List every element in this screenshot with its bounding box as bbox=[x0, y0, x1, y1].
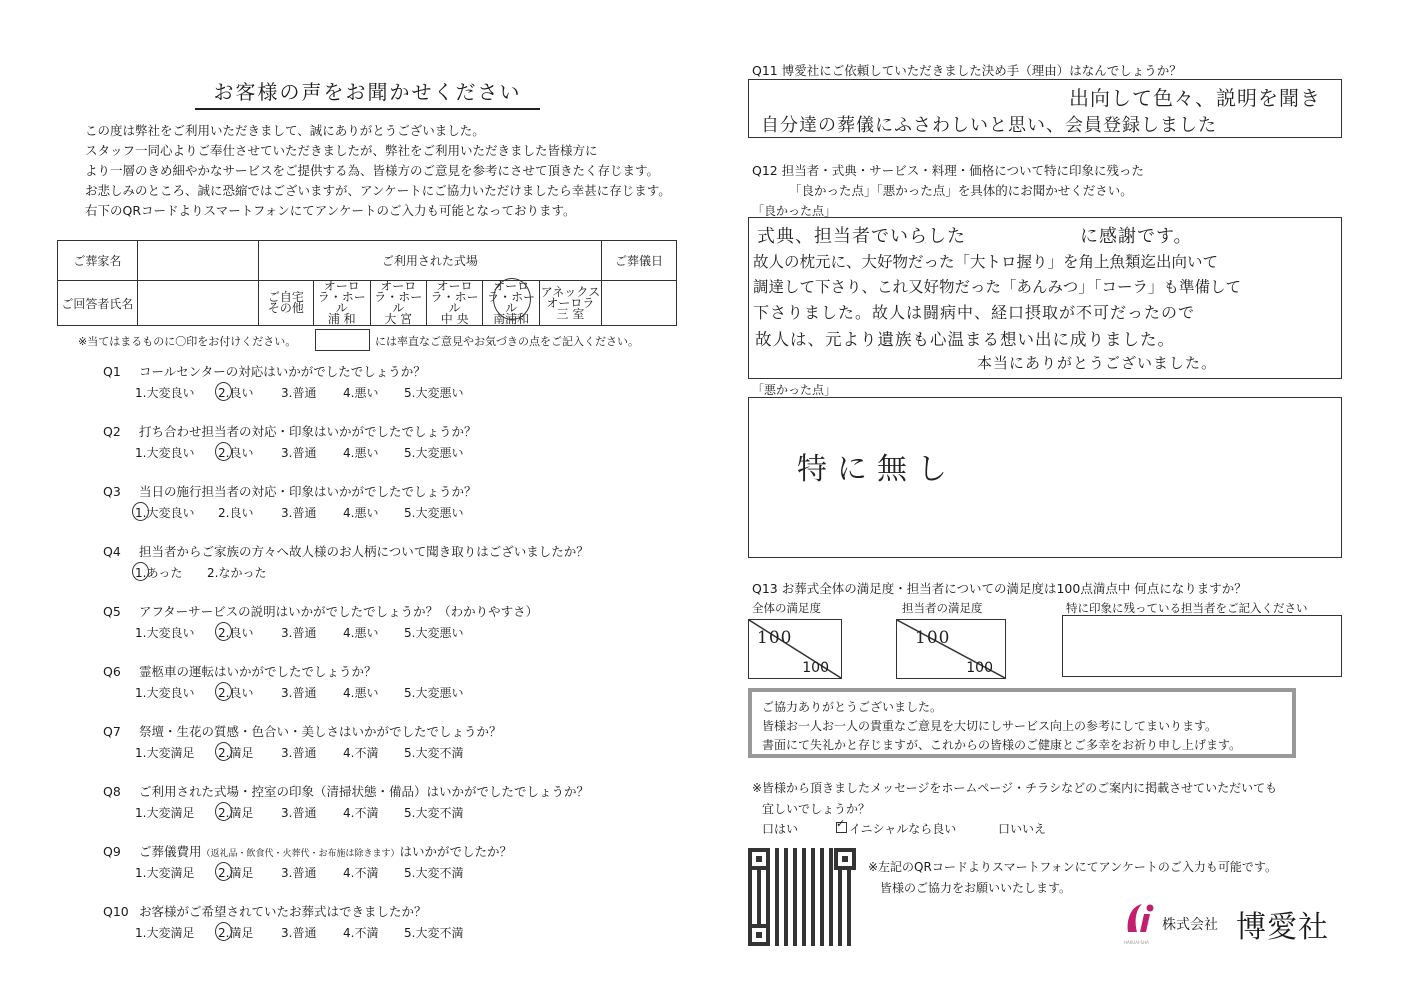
question-q7 bbox=[103, 722, 502, 764]
venue-top: オーロラ・ホール bbox=[430, 279, 479, 315]
question-label: 打ち合わせ担当者の対応・印象はいかがでしたでしょうか？ bbox=[139, 424, 477, 439]
question-q1 bbox=[103, 362, 464, 404]
answer-option[interactable]: 5.大変悪い bbox=[404, 386, 464, 400]
question-text bbox=[103, 602, 538, 620]
page-title: お客様の声をお聞かせください bbox=[195, 76, 540, 110]
good-point-line: 故人の枕元に、大好物だった「大トロ握り」を角上魚類迄出向いて bbox=[753, 253, 1219, 271]
answer-option[interactable]: 4.悪い bbox=[343, 626, 379, 640]
family-name-field[interactable] bbox=[137, 241, 258, 281]
company-logo-icon bbox=[1124, 900, 1158, 940]
question-text bbox=[103, 662, 377, 680]
intro-line: スタッフ一同心よりご奉仕させていただきましたが、弊社をご利用いただきました皆様方に bbox=[85, 143, 598, 158]
thanks-line: 皆様お一人お一人の貴重なご意見を大切にしサービス向上の参考にしてまいります。 bbox=[762, 719, 1218, 733]
good-point-line: 式典、担当者でいらした に感謝です。 bbox=[757, 226, 1193, 247]
date-label: ご葬儀日 bbox=[602, 241, 677, 281]
family-name-label: ご葬家名 bbox=[58, 241, 138, 281]
overall-score-max: 100 bbox=[802, 660, 829, 676]
company-prefix: 株式会社 bbox=[1162, 917, 1218, 933]
question-number: Q7 bbox=[103, 724, 121, 739]
staff-score-box[interactable] bbox=[896, 619, 1006, 679]
venue-top: アネックスオーロラ bbox=[540, 284, 601, 310]
good-point-line: 本当にありがとうございました。 bbox=[977, 354, 1218, 372]
answer-option[interactable]: 5.大変不満 bbox=[404, 806, 464, 820]
answer-option[interactable]: 5.大変悪い bbox=[404, 446, 464, 460]
permission-initials-label: イニシャルなら良い bbox=[849, 822, 957, 836]
answer-option[interactable]: 2.良い bbox=[218, 446, 254, 460]
overall-score-box[interactable] bbox=[748, 619, 842, 679]
qr-code-icon[interactable] bbox=[748, 848, 856, 946]
checkbox-checked-icon: ✓ bbox=[836, 822, 847, 833]
comment-instructions: には率直なご意見やお気づきの点をご記入ください。 bbox=[375, 335, 639, 348]
qr-finder-pattern bbox=[834, 848, 856, 870]
venue-option-mimuro[interactable] bbox=[539, 281, 601, 326]
answer-option[interactable]: 2.満足 bbox=[218, 926, 254, 940]
qr-note: ※左記のQRコードよりスマートフォンにてアンケートのご入力も可能です。 bbox=[868, 860, 1277, 874]
venue-bottom: 南浦和 bbox=[493, 312, 530, 326]
venue-top: オーロラ・ホール bbox=[317, 279, 366, 315]
answer-option[interactable]: 3.普通 bbox=[281, 506, 317, 520]
sample-box bbox=[315, 329, 370, 351]
question-number: Q8 bbox=[103, 784, 121, 799]
answer-option[interactable]: 4.悪い bbox=[343, 686, 379, 700]
memorable-staff-label: 特に印象に残っている担当者をご記入ください bbox=[1066, 601, 1308, 615]
answer-option[interactable]: 2.なかった bbox=[207, 566, 267, 580]
question-q4 bbox=[103, 542, 589, 584]
thanks-line: ご協力ありがとうございました。 bbox=[762, 700, 943, 714]
question-q8 bbox=[103, 782, 589, 824]
answer-option[interactable]: 4.悪い bbox=[343, 446, 379, 460]
question-text bbox=[103, 542, 589, 560]
venue-bottom: 三 室 bbox=[556, 306, 585, 321]
answer-options bbox=[103, 804, 589, 824]
question-note: （返礼品・飲食代・火葬代・お布施は除きます） bbox=[201, 849, 400, 859]
date-field[interactable] bbox=[602, 281, 677, 326]
answer-option[interactable]: 3.普通 bbox=[281, 386, 317, 400]
intro-line: お悲しみのところ、誠に恐縮ではございますが、アンケートにご協力いただけましたら幸甚に存じます。 bbox=[85, 183, 671, 198]
answer-options bbox=[103, 564, 589, 584]
answer-option[interactable]: 5.大変不満 bbox=[404, 746, 464, 760]
venue-option-home[interactable] bbox=[258, 281, 313, 326]
answer-option[interactable]: 2.良い bbox=[218, 506, 254, 520]
question-label: 当日の施行担当者の対応・印象はいかがでしたでしょうか？ bbox=[139, 484, 477, 499]
venue-top: オーロラ・ホール bbox=[374, 279, 423, 315]
venue-top: ご自宅 bbox=[267, 290, 304, 304]
answer-option[interactable]: 5.大変悪い bbox=[404, 506, 464, 520]
venue-bottom: その他 bbox=[267, 301, 304, 315]
answer-option[interactable]: 1.あった bbox=[135, 566, 183, 580]
bad-points-label: 「悪かった点」 bbox=[752, 383, 837, 397]
question-q5 bbox=[103, 602, 538, 644]
memorable-staff-box[interactable] bbox=[1062, 615, 1342, 677]
respondent-field[interactable] bbox=[137, 281, 258, 326]
thanks-box bbox=[748, 688, 1296, 758]
venue-bottom: 浦 和 bbox=[327, 312, 356, 326]
answer-option[interactable]: 3.普通 bbox=[281, 746, 317, 760]
answer-option[interactable]: 1.大変満足 bbox=[135, 926, 195, 940]
answer-options bbox=[103, 864, 512, 884]
answer-option[interactable]: 2.満足 bbox=[218, 746, 254, 760]
answer-option[interactable]: 4.悪い bbox=[343, 386, 379, 400]
answer-options bbox=[103, 744, 502, 764]
question-label: 霊柩車の運転はいかがでしたでしょうか？ bbox=[139, 664, 377, 679]
answer-option[interactable]: 2.良い bbox=[218, 626, 254, 640]
answer-options bbox=[103, 684, 464, 704]
venue-top: オーロラ・ホール bbox=[487, 279, 536, 315]
answer-option[interactable]: 4.不満 bbox=[343, 746, 379, 760]
good-points-label: 「良かった点」 bbox=[752, 204, 837, 218]
venue-option-minami-urawa[interactable] bbox=[483, 281, 539, 326]
question-label: ご葬儀費用 bbox=[139, 844, 202, 859]
answer-options bbox=[103, 924, 464, 944]
answer-options bbox=[103, 624, 538, 644]
answer-option[interactable]: 3.普通 bbox=[281, 806, 317, 820]
q11-answer-line: 出向して色々、説明を聞き bbox=[1069, 86, 1321, 110]
staff-score-max: 100 bbox=[966, 660, 993, 676]
venue-bottom: 大 宮 bbox=[384, 312, 413, 326]
venue-option-omiya[interactable] bbox=[370, 281, 426, 326]
question-text bbox=[103, 482, 477, 500]
answer-option[interactable]: 1.大変満足 bbox=[135, 866, 195, 880]
answer-option[interactable]: 3.普通 bbox=[281, 686, 317, 700]
answer-options bbox=[103, 444, 477, 464]
answer-option[interactable]: 3.普通 bbox=[281, 926, 317, 940]
qr-finder-pattern bbox=[748, 848, 770, 870]
good-points-box[interactable] bbox=[748, 217, 1342, 379]
answer-option[interactable]: 4.不満 bbox=[343, 926, 379, 940]
thanks-line: 書面にて失礼かと存じますが、これからの皆様のご健康とご多幸をお祈り申し上げます。 bbox=[762, 738, 1242, 752]
permission-yes[interactable]: 口はい bbox=[762, 822, 799, 836]
question-text bbox=[103, 902, 427, 920]
answer-option[interactable]: 1.大変良い bbox=[135, 626, 195, 640]
answer-option[interactable]: 5.大変不満 bbox=[404, 926, 464, 940]
question-number: Q1 bbox=[103, 364, 121, 379]
question-number: Q3 bbox=[103, 484, 121, 499]
question-label-end: はいかがでしたか？ bbox=[399, 844, 513, 859]
q12-label-sub: 「良かった点」「悪かった点」を具体的にお聞かせください。 bbox=[789, 183, 1133, 198]
info-table bbox=[57, 240, 677, 326]
question-number: Q4 bbox=[103, 544, 121, 559]
answer-option[interactable]: 1.大変良い bbox=[135, 506, 195, 520]
question-text bbox=[103, 722, 502, 740]
answer-option[interactable]: 2.良い bbox=[218, 686, 254, 700]
staff-score-value: 100 bbox=[915, 628, 951, 648]
question-q9 bbox=[103, 842, 512, 884]
q11-label: Q11 博愛社にご依頼していただきました決め手（理由）はなんでしょうか？ bbox=[752, 63, 1182, 78]
good-point-line: 調達して下さり、これ又好物だった「あんみつ」「コーラ」も準備して bbox=[753, 278, 1241, 296]
bad-points-box[interactable] bbox=[748, 397, 1342, 558]
q11-answer-line: 自分達の葬儀にふさわしいと思い、会員登録しました bbox=[761, 115, 1217, 136]
company-name: 博愛社 bbox=[1236, 910, 1329, 945]
intro-text bbox=[85, 121, 671, 221]
question-number: Q10 bbox=[103, 904, 129, 919]
venue-option-chuo[interactable] bbox=[426, 281, 482, 326]
answer-option[interactable]: 2.良い bbox=[218, 386, 254, 400]
question-q6 bbox=[103, 662, 464, 704]
answer-option[interactable]: 3.普通 bbox=[281, 866, 317, 880]
good-point-line: 下さりました。故人は闘病中、経口摂取が不可だったので bbox=[753, 303, 1196, 322]
question-label: お客様がご希望されていたお葬式はできましたか？ bbox=[139, 904, 427, 919]
staff-score-label: 担当者の満足度 bbox=[902, 601, 983, 615]
answer-option[interactable]: 5.大変悪い bbox=[404, 686, 464, 700]
answer-options bbox=[103, 504, 477, 524]
answer-option[interactable]: 1.大変良い bbox=[135, 686, 195, 700]
overall-score-label: 全体の満足度 bbox=[752, 601, 821, 615]
venue-bottom: 中 央 bbox=[440, 312, 469, 326]
permission-question: ※皆様から頂きましたメッセージをホームページ・チラシなどのご案内に掲載させていただいても bbox=[752, 781, 1278, 795]
intro-line: 右下のQRコードよりスマートフォンにてアンケートのご入力も可能となっております。 bbox=[85, 203, 576, 218]
good-point-line: 故人は、元より遺族も心温まる想い出に成りました。 bbox=[755, 330, 1175, 349]
bad-points-answer: 特に無し bbox=[797, 452, 957, 487]
question-number: Q5 bbox=[103, 604, 121, 619]
q12-label: Q12 担当者・式典・サービス・料理・価格について特に印象に残った bbox=[752, 163, 1144, 178]
question-number: Q2 bbox=[103, 424, 121, 439]
mark-instructions: ※当てはまるものに〇印をお付けください。 bbox=[78, 335, 297, 348]
question-text bbox=[103, 422, 477, 440]
answer-option[interactable]: 1.大変良い bbox=[135, 446, 195, 460]
qr-finder-pattern bbox=[748, 924, 770, 946]
question-q3 bbox=[103, 482, 477, 524]
question-label: ご利用された式場・控室の印象（清掃状態・備品）はいかがでしたでしょうか？ bbox=[139, 784, 590, 799]
answer-option[interactable]: 5.大変不満 bbox=[404, 866, 464, 880]
answer-option[interactable]: 2.満足 bbox=[218, 806, 254, 820]
q13-label: Q13 お葬式全体の満足度・担当者についての満足度は100点満点中 何点になりますか？ bbox=[752, 581, 1247, 596]
question-label: 祭壇・生花の質感・色合い・美しさはいかがでしたでしょうか？ bbox=[139, 724, 502, 739]
venue-option-urawa[interactable] bbox=[314, 281, 370, 326]
question-label: 担当者からご家族の方々へ故人様のお人柄について聞き取りはございましたか？ bbox=[139, 544, 589, 559]
answer-option[interactable]: 2.満足 bbox=[218, 866, 254, 880]
answer-option[interactable]: 1.大変良い bbox=[135, 386, 195, 400]
venue-label: ご利用された式場 bbox=[258, 241, 601, 281]
qr-note-sub: 皆様のご協力をお願いいたします。 bbox=[880, 881, 1072, 895]
question-q2 bbox=[103, 422, 477, 464]
answer-options bbox=[103, 384, 464, 404]
permission-initials[interactable] bbox=[836, 817, 957, 837]
answer-option[interactable]: 1.大変満足 bbox=[135, 806, 195, 820]
answer-option[interactable]: 4.不満 bbox=[343, 866, 379, 880]
question-q10 bbox=[103, 902, 464, 944]
question-text bbox=[103, 362, 426, 380]
permission-no[interactable]: 口いいえ bbox=[998, 822, 1047, 836]
question-number: Q9 bbox=[103, 844, 121, 859]
q11-answer-box[interactable] bbox=[748, 79, 1342, 138]
question-label: コールセンターの対応はいかがでしたでしょうか？ bbox=[139, 364, 426, 379]
answer-option[interactable]: 3.普通 bbox=[281, 446, 317, 460]
answer-option[interactable]: 4.悪い bbox=[343, 506, 379, 520]
intro-line: この度は弊社をご利用いただきまして、誠にありがとうございました。 bbox=[85, 123, 485, 138]
question-text bbox=[103, 842, 512, 860]
answer-option[interactable]: 5.大変悪い bbox=[404, 626, 464, 640]
question-text bbox=[103, 782, 589, 800]
answer-option[interactable]: 4.不満 bbox=[343, 806, 379, 820]
overall-score-value: 100 bbox=[757, 628, 793, 648]
answer-option[interactable]: 3.普通 bbox=[281, 626, 317, 640]
respondent-label: ご回答者氏名 bbox=[58, 281, 138, 326]
intro-line: より一層のきめ細やかなサービスをご提供する為、皆様方のご意見を参考にさせて頂きたく存じます。 bbox=[85, 163, 660, 178]
answer-option[interactable]: 1.大変満足 bbox=[135, 746, 195, 760]
company-logo-sub: HAKUAI-SHA bbox=[1124, 940, 1149, 945]
permission-question-sub: 宜しいでしょうか？ bbox=[762, 802, 871, 816]
question-number: Q6 bbox=[103, 664, 121, 679]
question-label: アフターサービスの説明はいかがでしたでしょうか？（わかりやすさ） bbox=[139, 604, 539, 619]
